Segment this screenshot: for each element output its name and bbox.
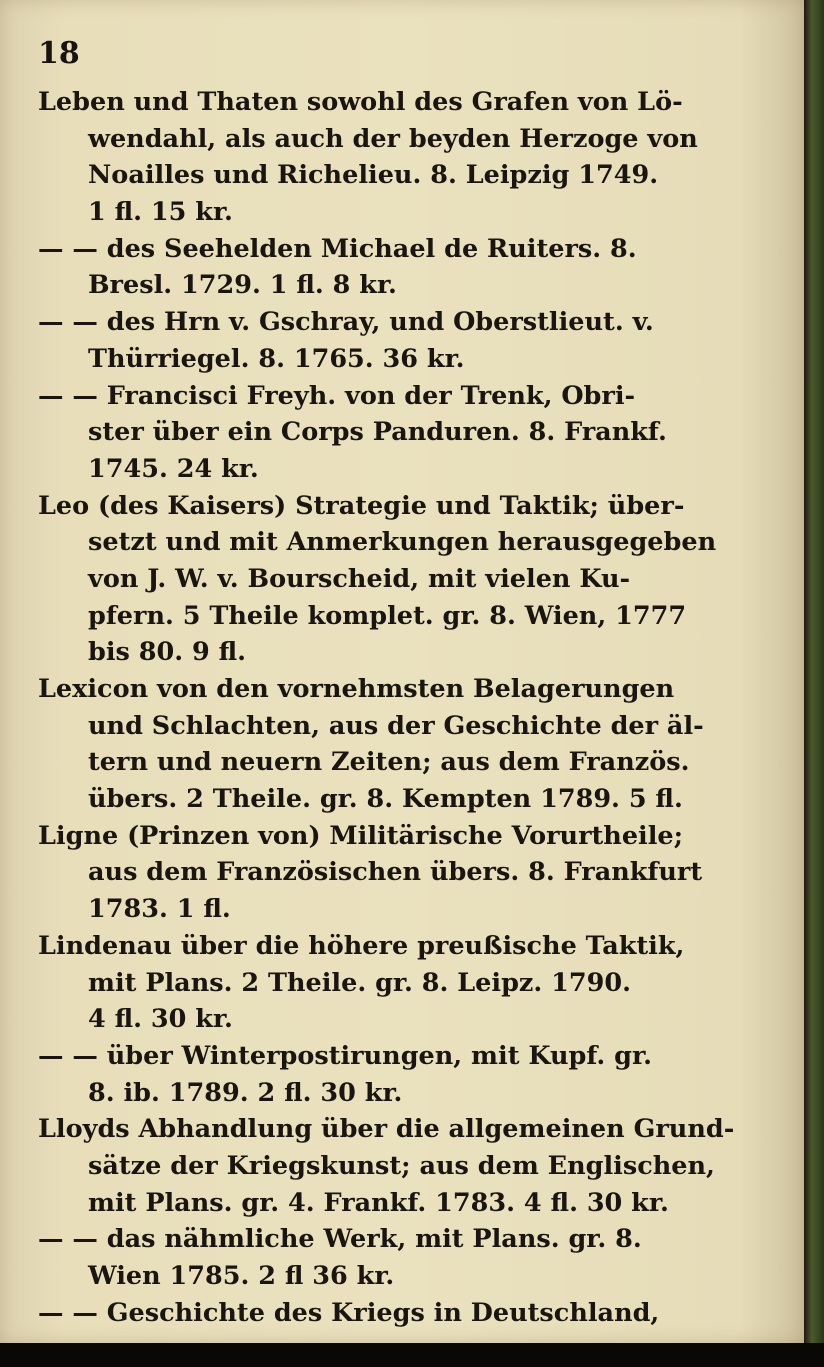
scan-bottom-margin [0,1343,824,1367]
text-line: Leben und Thaten sowohl des Grafen von Lö- [38,87,683,117]
text-line: und Schlachten, aus der Geschichte der äl- [88,710,704,741]
text-line: — — des Hrn v. Gschray, und Oberstlieut. v. [38,307,654,338]
text-line: bis 80. 9 fl. [88,637,247,668]
text-line: mit Plans. 2 Theile. gr. 8. Leipz. 1790. [88,967,632,998]
page-number: 18 [38,36,80,71]
text-line: Leo (des Kaisers) Strategie und Taktik; über- [38,490,685,521]
bibliography-entries [38,84,764,1331]
text-line: von J. W. v. Bourscheid, mit vielen Ku- [88,563,631,594]
text-line: 8. ib. 1789. 2 fl. 30 kr. [88,1077,403,1108]
text-line: 1783. 1 fl. [88,894,231,925]
text-line: Lindenau über die höhere preußische Taktik, [38,930,685,961]
text-line: übers. 2 Theile. gr. 8. Kempten 1789. 5 fl. [88,784,683,815]
text-line: mit Plans. gr. 4. Frankf. 1783. 4 fl. 30 kr. [88,1187,669,1218]
text-line: 1 fl. 15 kr. [88,197,233,228]
text-line: pfern. 5 Theile komplet. gr. 8. Wien, 1777 [88,600,687,631]
text-line: Wien 1785. 2 fl 36 kr. [88,1261,395,1291]
text-line: sätze der Kriegskunst; aus dem Englischen, [88,1150,715,1181]
text-line: Lexicon von den vornehmsten Belagerungen [38,674,675,704]
text-line: — — über Winterpostirungen, mit Kupf. gr. [38,1040,652,1071]
text-line: — — das nähmliche Werk, mit Plans. gr. 8. [38,1224,642,1255]
text-line: — — Francisci Freyh. von der Trenk, Obri- [38,380,636,411]
text-line: wendahl, als auch der beyden Herzoge von [88,123,698,154]
text-line: ster über ein Corps Panduren. 8. Frankf. [88,417,667,448]
text-line: Ligne (Prinzen von) Militärische Vorurtheile; [38,820,684,851]
text-line: setzt und mit Anmerkungen herausgegeben [88,527,717,558]
text-line: 1745. 24 kr. [88,453,259,484]
text-line: — — des Seehelden Michael de Ruiters. 8. [38,233,637,264]
text-line: aus dem Französischen übers. 8. Frankfurt [88,857,703,888]
text-line: Lloyds Abhandlung über die allgemeinen Grund- [38,1114,735,1145]
text-line: Noailles und Richelieu. 8. Leipzig 1749. [88,160,659,191]
text-line: 4 fl. 30 kr. [88,1004,233,1035]
text-line: — — Geschichte des Kriegs in Deutschland, [38,1297,660,1328]
text-line: Thürriegel. 8. 1765. 36 kr. [88,343,465,374]
text-line: tern und neuern Zeiten; aus dem Französ. [88,747,690,778]
book-edge [804,0,824,1367]
text-line: Bresl. 1729. 1 fl. 8 kr. [88,270,397,301]
